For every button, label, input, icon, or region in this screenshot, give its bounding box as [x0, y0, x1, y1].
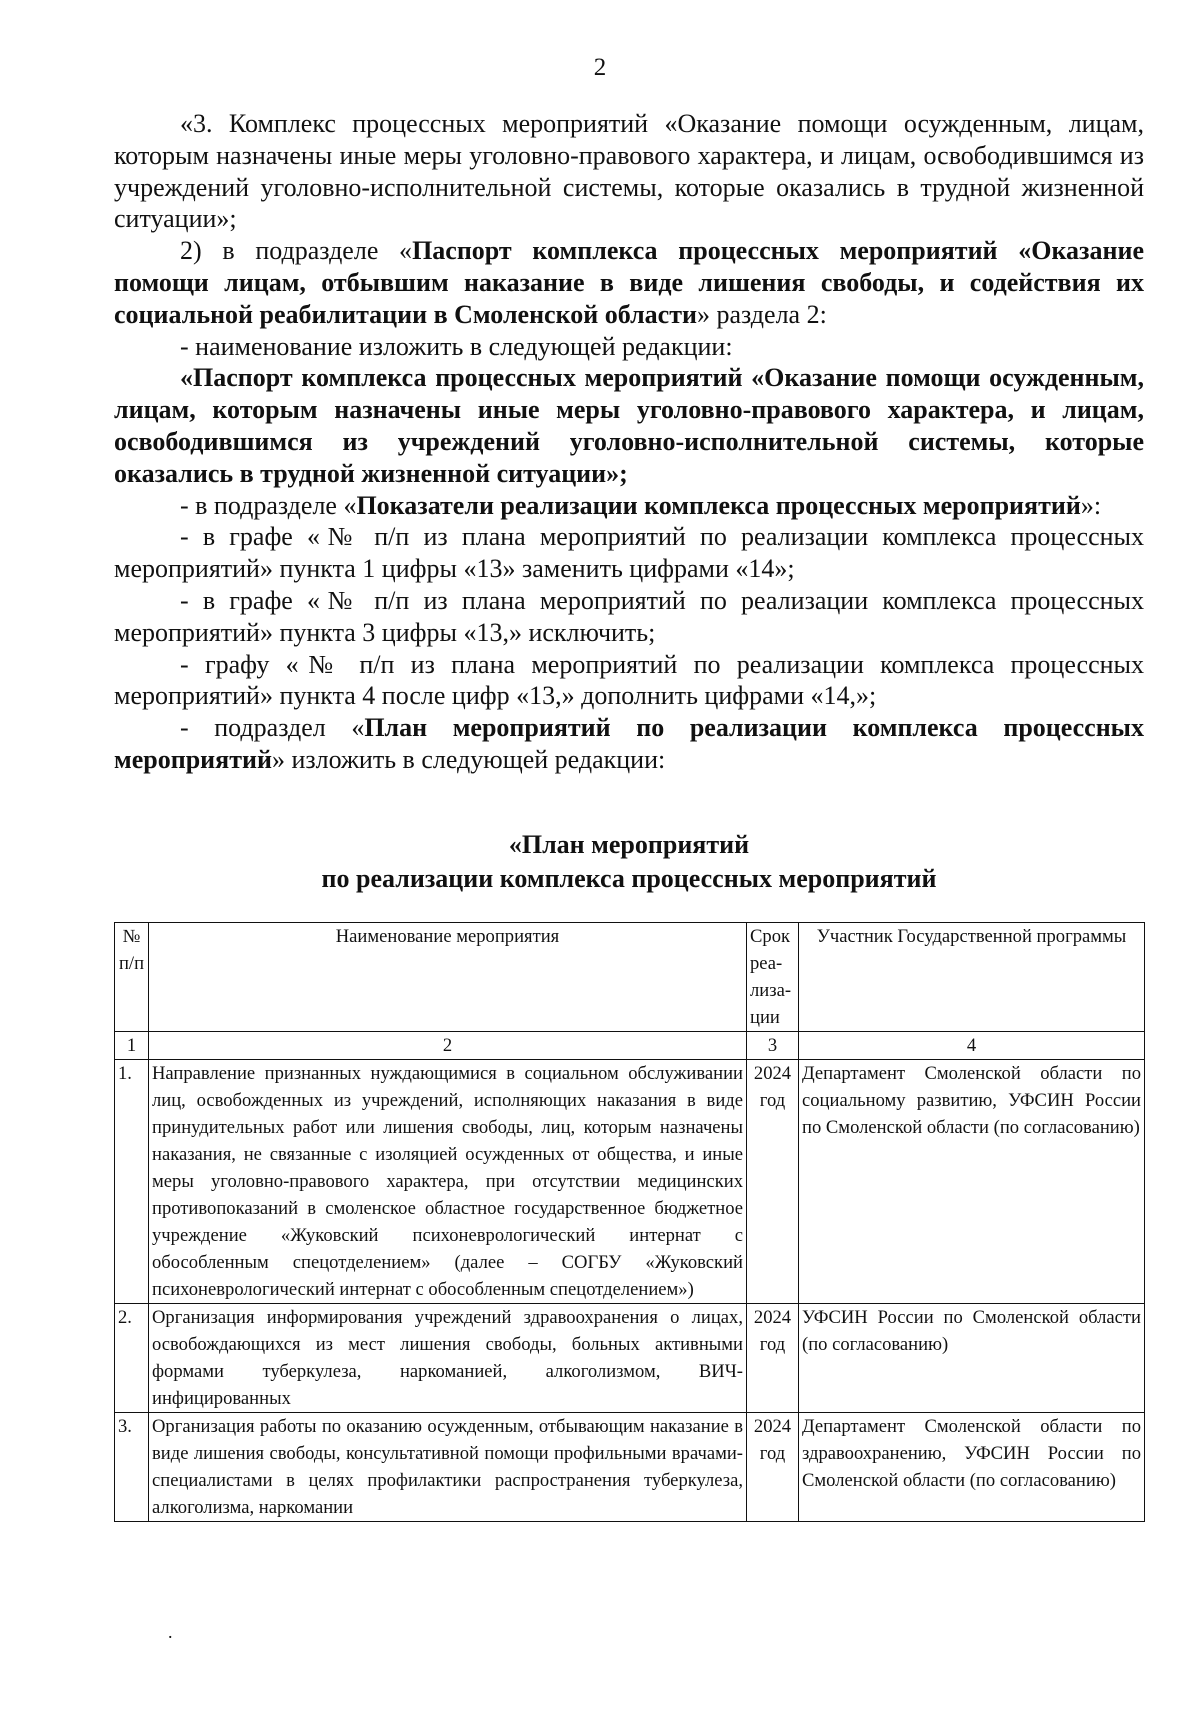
- row-name: Организация работы по оказанию осужденным, отбывающим наказание в виде лишения свободы, консультативной помощи профильными врачами-специалистами в целях профилактики распространения туберкулеза, алкоголизма, наркомании: [149, 1413, 747, 1522]
- paragraph-indicators-section: [114, 490, 1144, 522]
- row-participant: УФСИН России по Смоленской области (по согласованию): [799, 1304, 1145, 1413]
- row-term: 2024 год: [747, 1060, 799, 1304]
- bold-fragment: План мероприятий по реализации комплекса процессных мероприятий: [114, 713, 1144, 774]
- table-row: [115, 1413, 1145, 1522]
- header-term: Срок реа-лиза-ции: [747, 923, 799, 1032]
- plan-heading-line-1: «План мероприятий: [508, 830, 750, 859]
- text-fragment: - подраздел «: [180, 713, 365, 743]
- row-name: Направление признанных нуждающимися в социальном обслуживании лиц, освобожденных из учреждений, исполняющих наказания в виде принудительных работ или лишения свободы, лиц, которым назначены наказания, не связанные с изоляцией осужденных от общества, и иные меры уголовно-правового характера, при отсутствии медицинских противопоказаний в смоленское областное государственное бюджетное учреждение «Жуковский психоневрологический интернат с обособленным спецотделением» (далее – СОГБУ «Жуковский психоневрологический интернат с обособленным спецотделением»): [149, 1060, 747, 1304]
- row-num: 2.: [115, 1304, 149, 1413]
- header-num: № п/п: [115, 923, 149, 1032]
- row-num: 1.: [115, 1060, 149, 1304]
- row-term: 2024 год: [747, 1413, 799, 1522]
- text-fragment: » изложить в следующей редакции:: [271, 744, 666, 774]
- paragraph-passport-section: [114, 235, 1144, 330]
- paragraph-plan-section: [114, 712, 1144, 776]
- bold-fragment: Показатели реализации комплекса процессных мероприятий: [356, 490, 1081, 520]
- document-body: [114, 108, 1144, 776]
- paragraph-new-passport-name: [114, 362, 1144, 489]
- bold-fragment: Паспорт комплекса процессных мероприятий «Оказание помощи лицам, отбывшим наказание в виде лишения свободы, и содействия их социальной реабилитации в Смоленской области: [114, 236, 1144, 329]
- text-fragment: »:: [1080, 490, 1102, 520]
- plan-table: [114, 922, 1145, 1522]
- header-participant: Участник Государственной программы: [799, 923, 1145, 1032]
- text-fragment: - в подразделе «: [180, 490, 357, 520]
- paragraph-item-4-change: - графу «№ п/п из плана мероприятий по реализации комплекса процессных мероприятий» пункта 4 после цифр «13,» дополнить цифрами «14,»;: [114, 649, 1144, 711]
- paragraph-item-3-change: - в графе «№ п/п из плана мероприятий по реализации комплекса процессных мероприятий» пункта 3 цифры «13,» исключить;: [114, 585, 1144, 647]
- page-number: 2: [593, 54, 607, 81]
- table-header-row: [115, 923, 1145, 1032]
- index-cell: 1: [115, 1032, 149, 1060]
- plan-heading: [114, 828, 1144, 896]
- text-fragment: 2) в подразделе «: [180, 236, 413, 266]
- text-fragment: » раздела 2:: [696, 299, 827, 329]
- plan-heading-line-2: по реализации комплекса процессных мероприятий: [321, 864, 937, 893]
- paragraph-item-1-change: - в графе «№ п/п из плана мероприятий по реализации комплекса процессных мероприятий» пункта 1 цифры «13» заменить цифрами «14»;: [114, 522, 1144, 584]
- row-num: 3.: [115, 1413, 149, 1522]
- index-cell: 2: [149, 1032, 747, 1060]
- table-index-row: [115, 1032, 1145, 1060]
- row-participant: Департамент Смоленской области по здравоохранению, УФСИН России по Смоленской области (по согласованию): [799, 1413, 1145, 1522]
- index-cell: 4: [799, 1032, 1145, 1060]
- paragraph-rename-instruction: - наименование изложить в следующей редакции:: [180, 331, 733, 361]
- row-name: Организация информирования учреждений здравоохранения о лицах, освобождающихся из мест лишения свободы, больных активными формами туберкулеза, наркоманией, алкоголизмом, ВИЧ-инфицированных: [149, 1304, 747, 1413]
- table-row: [115, 1304, 1145, 1413]
- header-name: Наименование мероприятия: [149, 923, 747, 1032]
- table-row: [115, 1060, 1145, 1304]
- row-participant: Департамент Смоленской области по социальному развитию, УФСИН России по Смоленской области (по согласованию): [799, 1060, 1145, 1304]
- bold-fragment: «Паспорт комплекса процессных мероприятий «Оказание помощи осужденным, лицам, которым назначены иные меры уголовно-правового характера, и лицам, освободившимся из учреждений уголовно-исполнительной системы, которые оказались в трудной жизненной ситуации»;: [114, 363, 1144, 488]
- row-term: 2024 год: [747, 1304, 799, 1413]
- footer-mark: .: [168, 1622, 173, 1642]
- index-cell: 3: [747, 1032, 799, 1060]
- paragraph-complex-name: «3. Комплекс процессных мероприятий «Оказание помощи осужденным, лицам, которым назначены иные меры уголовно-правового характера, и лицам, освободившимся из учреждений уголовно-исполнительной системы, которые оказались в трудной жизненной ситуации»;: [114, 109, 1144, 234]
